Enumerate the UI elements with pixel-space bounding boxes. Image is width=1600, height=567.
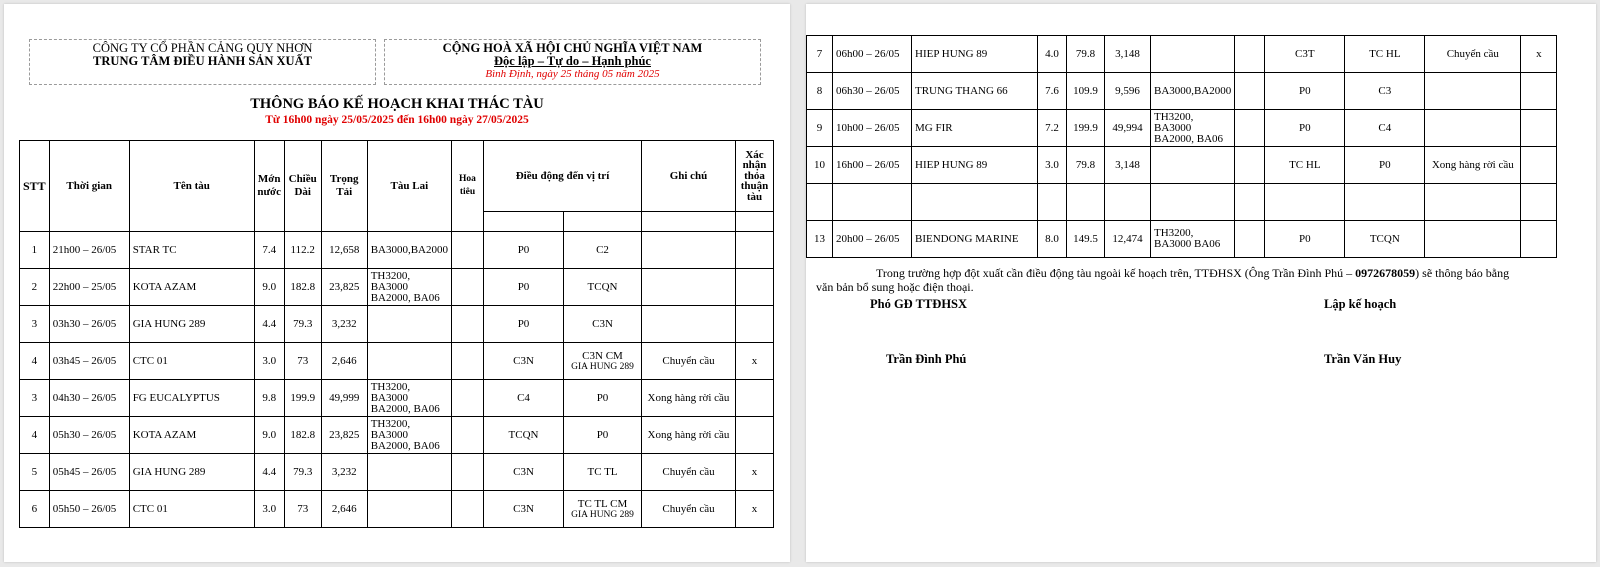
- cell-to: [1345, 184, 1425, 221]
- table-row: [807, 73, 1557, 110]
- table-row: [20, 417, 774, 454]
- cell-to: C3N: [564, 306, 642, 343]
- cell-confirm: x: [736, 343, 774, 380]
- cell-to: P0: [564, 380, 642, 417]
- signature-left-name: Trần Đình Phú: [886, 352, 967, 366]
- cell-confirm: [736, 380, 774, 417]
- cell-tug: [367, 491, 451, 528]
- center-name: TRUNG TÂM ĐIỀU HÀNH SẢN XUẤT: [93, 54, 312, 68]
- table-row: [20, 454, 774, 491]
- table-row: [20, 491, 774, 528]
- cell-stt: 3: [20, 380, 50, 417]
- cell-pilot: [1235, 110, 1265, 147]
- cell-to: C4: [1345, 110, 1425, 147]
- cell-length: 149.5: [1067, 221, 1105, 258]
- cell-stt: 13: [807, 221, 833, 258]
- cell-time: 03h45 – 26/05: [49, 343, 129, 380]
- cell-tug: [367, 343, 451, 380]
- cell-stt: [807, 184, 833, 221]
- cell-from: P0: [1265, 221, 1345, 258]
- footnote: [816, 266, 1526, 294]
- cell-time: 04h30 – 26/05: [49, 380, 129, 417]
- cell-from: [1265, 184, 1345, 221]
- cell-ship: CTC 01: [129, 491, 254, 528]
- cell-to: TC HL: [1345, 36, 1425, 73]
- cell-note: Xong hàng rời cầu: [1425, 147, 1521, 184]
- cell-time: 05h30 – 26/05: [49, 417, 129, 454]
- signature-right-role: Lập kế hoạch: [1324, 297, 1397, 311]
- cell-length: 79.3: [284, 454, 321, 491]
- cell-note: Chuyển cầu: [642, 343, 736, 380]
- cell-draft: 9.8: [254, 380, 284, 417]
- cell-tug: TH3200, BA3000 BA06: [1151, 221, 1235, 258]
- cell-ship: GIA HUNG 289: [129, 454, 254, 491]
- table-row: [20, 232, 774, 269]
- cell-pilot: [452, 269, 484, 306]
- cell-note: [642, 269, 736, 306]
- cell-from: TCQN: [484, 417, 564, 454]
- cell-from: C3N: [484, 491, 564, 528]
- cell-time: 20h00 – 26/05: [833, 221, 912, 258]
- republic-name: CỘNG HOÀ XÃ HỘI CHỦ NGHĨA VIỆT NAM: [442, 41, 703, 55]
- cell-pilot: [1235, 184, 1265, 221]
- table-row: [807, 184, 1557, 221]
- cell-stt: 2: [20, 269, 50, 306]
- cell-note: [642, 306, 736, 343]
- table-row: [20, 306, 774, 343]
- col-note-sub: [642, 212, 736, 232]
- cell-note: [1425, 73, 1521, 110]
- col-time: Thời gian: [49, 141, 129, 232]
- cell-note: Chuyển cầu: [642, 491, 736, 528]
- cell-dwt: 12,658: [321, 232, 367, 269]
- cell-draft: 4.4: [254, 306, 284, 343]
- signature-right-name: Trần Văn Huy: [1324, 352, 1402, 366]
- cell-note: Chuyển cầu: [1425, 36, 1521, 73]
- cell-length: 199.9: [1067, 110, 1105, 147]
- cell-stt: 1: [20, 232, 50, 269]
- cell-length: 73: [284, 491, 321, 528]
- col-move-from: [484, 212, 564, 232]
- cell-stt: 8: [807, 73, 833, 110]
- cell-dwt: 3,148: [1105, 147, 1151, 184]
- cell-length: 79.8: [1067, 147, 1105, 184]
- cell-time: 05h50 – 26/05: [49, 491, 129, 528]
- table-row: [20, 269, 774, 306]
- cell-pilot: [452, 343, 484, 380]
- cell-ship: STAR TC: [129, 232, 254, 269]
- cell-from: P0: [484, 232, 564, 269]
- cell-time: 06h30 – 26/05: [833, 73, 912, 110]
- cell-note: [1425, 110, 1521, 147]
- cell-ship: BIENDONG MARINE: [912, 221, 1038, 258]
- cell-confirm: [1521, 147, 1557, 184]
- cell-stt: 3: [20, 306, 50, 343]
- cell-time: 10h00 – 26/05: [833, 110, 912, 147]
- cell-draft: 3.0: [1038, 147, 1067, 184]
- col-length: Chiều Dài: [284, 141, 321, 232]
- cell-from: TC HL: [1265, 147, 1345, 184]
- cell-dwt: [1105, 184, 1151, 221]
- cell-pilot: [452, 306, 484, 343]
- cell-draft: 8.0: [1038, 221, 1067, 258]
- col-confirm-sub: [736, 212, 774, 232]
- cell-dwt: 12,474: [1105, 221, 1151, 258]
- cell-confirm: [1521, 221, 1557, 258]
- document-title: THÔNG BÁO KẾ HOẠCH KHAI THÁC TÀU: [250, 96, 544, 112]
- cell-to: C2: [564, 232, 642, 269]
- cell-ship: KOTA AZAM: [129, 269, 254, 306]
- col-tug: Tàu Lai: [367, 141, 451, 232]
- cell-note: [642, 232, 736, 269]
- cell-tug: [1151, 36, 1235, 73]
- cell-draft: [1038, 184, 1067, 221]
- cell-dwt: 49,994: [1105, 110, 1151, 147]
- cell-stt: 4: [20, 343, 50, 380]
- cell-length: 182.8: [284, 269, 321, 306]
- cell-dwt: 2,646: [321, 343, 367, 380]
- cell-length: 73: [284, 343, 321, 380]
- document-subtitle: Từ 16h00 ngày 25/05/2025 đến 16h00 ngày 27/05/2025: [265, 114, 529, 126]
- table-row: [20, 380, 774, 417]
- cell-confirm: [736, 269, 774, 306]
- cell-to: C3: [1345, 73, 1425, 110]
- table-row: [807, 221, 1557, 258]
- footnote-text-end: ) sẽ thông báo bằng văn bản bổ sung hoặc điện thoại.: [816, 266, 1510, 294]
- cell-tug: TH3200, BA3000 BA2000, BA06: [1151, 110, 1235, 147]
- col-move-to: [564, 212, 642, 232]
- cell-time: 16h00 – 26/05: [833, 147, 912, 184]
- schedule-table-continued: [806, 35, 1557, 258]
- cell-ship: CTC 01: [129, 343, 254, 380]
- cell-length: 112.2: [284, 232, 321, 269]
- cell-draft: 9.0: [254, 417, 284, 454]
- cell-length: 199.9: [284, 380, 321, 417]
- col-confirm: Xác nhận thỏa thuận tàu: [736, 141, 774, 212]
- cell-draft: 4.0: [1038, 36, 1067, 73]
- col-pilot: Hoa tiêu: [452, 141, 484, 232]
- cell-draft: 7.2: [1038, 110, 1067, 147]
- cell-draft: 9.0: [254, 269, 284, 306]
- cell-draft: 3.0: [254, 491, 284, 528]
- cell-dwt: 2,646: [321, 491, 367, 528]
- company-name: CÔNG TY CỔ PHẦN CẢNG QUY NHƠN: [92, 41, 313, 55]
- national-header: [384, 39, 761, 85]
- cell-pilot: [1235, 36, 1265, 73]
- cell-pilot: [1235, 73, 1265, 110]
- cell-pilot: [1235, 221, 1265, 258]
- cell-to: P0: [564, 417, 642, 454]
- cell-confirm: [1521, 73, 1557, 110]
- cell-tug: TH3200, BA3000 BA2000, BA06: [367, 269, 451, 306]
- cell-draft: 7.4: [254, 232, 284, 269]
- cell-from: P0: [1265, 110, 1345, 147]
- cell-stt: 9: [807, 110, 833, 147]
- cell-pilot: [452, 454, 484, 491]
- cell-note: [1425, 221, 1521, 258]
- cell-tug: [367, 306, 451, 343]
- table-row: [20, 343, 774, 380]
- cell-pilot: [452, 380, 484, 417]
- cell-confirm: x: [736, 491, 774, 528]
- document-page-2: [806, 4, 1596, 562]
- cell-tug: BA3000,BA2000: [1151, 73, 1235, 110]
- cell-ship: FG EUCALYPTUS: [129, 380, 254, 417]
- col-note: Ghi chú: [642, 141, 736, 212]
- cell-pilot: [452, 232, 484, 269]
- col-draft: Mớn nước: [254, 141, 284, 232]
- cell-draft: 3.0: [254, 343, 284, 380]
- cell-ship: GIA HUNG 289: [129, 306, 254, 343]
- cell-pilot: [452, 491, 484, 528]
- cell-ship: HIEP HUNG 89: [912, 147, 1038, 184]
- table-row: [807, 147, 1557, 184]
- cell-confirm: [1521, 184, 1557, 221]
- footnote-text: Trong trường hợp đột xuất cần điều động tàu ngoài kế hoạch trên, TTĐHSX (Ông Trần Đình Phú –: [876, 266, 1356, 280]
- table-row: [807, 36, 1557, 73]
- cell-tug: [367, 454, 451, 491]
- col-ship: Tên tàu: [129, 141, 254, 232]
- cell-draft: 7.6: [1038, 73, 1067, 110]
- cell-time: 22h00 – 25/05: [49, 269, 129, 306]
- schedule-table: [19, 140, 774, 528]
- cell-length: 109.9: [1067, 73, 1105, 110]
- cell-length: 79.8: [1067, 36, 1105, 73]
- cell-dwt: 23,825: [321, 269, 367, 306]
- cell-ship: TRUNG THANG 66: [912, 73, 1038, 110]
- cell-dwt: 3,148: [1105, 36, 1151, 73]
- cell-note: Chuyển cầu: [642, 454, 736, 491]
- company-header: [29, 39, 376, 85]
- cell-pilot: [1235, 147, 1265, 184]
- cell-stt: 4: [20, 417, 50, 454]
- cell-from: C4: [484, 380, 564, 417]
- motto: Độc lập – Tự do – Hạnh phúc: [494, 54, 651, 68]
- cell-ship: [912, 184, 1038, 221]
- cell-to: TC TL CM GIA HUNG 289: [564, 491, 642, 528]
- cell-from: C3N: [484, 454, 564, 491]
- cell-tug: BA3000,BA2000: [367, 232, 451, 269]
- cell-dwt: 3,232: [321, 454, 367, 491]
- col-move: Điều động đến vị trí: [484, 141, 642, 212]
- cell-stt: 5: [20, 454, 50, 491]
- cell-time: 21h00 – 26/05: [49, 232, 129, 269]
- cell-ship: HIEP HUNG 89: [912, 36, 1038, 73]
- cell-time: 03h30 – 26/05: [49, 306, 129, 343]
- cell-pilot: [452, 417, 484, 454]
- cell-tug: TH3200, BA3000 BA2000, BA06: [367, 380, 451, 417]
- col-stt: STT: [20, 141, 50, 232]
- cell-length: 182.8: [284, 417, 321, 454]
- cell-from: P0: [484, 306, 564, 343]
- cell-time: 05h45 – 26/05: [49, 454, 129, 491]
- cell-confirm: x: [736, 454, 774, 491]
- col-dwt: Trọng Tải: [321, 141, 367, 232]
- cell-from: C3N: [484, 343, 564, 380]
- date-place: Bình Định, ngày 25 tháng 05 năm 2025: [485, 68, 660, 80]
- cell-stt: 7: [807, 36, 833, 73]
- cell-stt: 6: [20, 491, 50, 528]
- cell-tug: [1151, 184, 1235, 221]
- cell-to: C3N CM GIA HUNG 289: [564, 343, 642, 380]
- cell-dwt: 3,232: [321, 306, 367, 343]
- cell-time: 06h00 – 26/05: [833, 36, 912, 73]
- cell-length: [1067, 184, 1105, 221]
- cell-stt: 10: [807, 147, 833, 184]
- cell-confirm: [1521, 110, 1557, 147]
- cell-confirm: [736, 417, 774, 454]
- document-page-1: [4, 4, 790, 562]
- cell-to: TC TL: [564, 454, 642, 491]
- cell-confirm: x: [1521, 36, 1557, 73]
- cell-to: TCQN: [564, 269, 642, 306]
- cell-to: TCQN: [1345, 221, 1425, 258]
- cell-draft: 4.4: [254, 454, 284, 491]
- cell-time: [833, 184, 912, 221]
- cell-ship: KOTA AZAM: [129, 417, 254, 454]
- cell-to: P0: [1345, 147, 1425, 184]
- cell-from: C3T: [1265, 36, 1345, 73]
- cell-ship: MG FIR: [912, 110, 1038, 147]
- table-row: [807, 110, 1557, 147]
- cell-dwt: 23,825: [321, 417, 367, 454]
- cell-from: P0: [484, 269, 564, 306]
- cell-confirm: [736, 306, 774, 343]
- footnote-phone: 0972678059: [1355, 266, 1416, 280]
- cell-tug: TH3200, BA3000 BA2000, BA06: [367, 417, 451, 454]
- cell-dwt: 9,596: [1105, 73, 1151, 110]
- cell-confirm: [736, 232, 774, 269]
- signature-left-role: Phó GĐ TTĐHSX: [870, 297, 968, 311]
- cell-note: Xong hàng rời cầu: [642, 380, 736, 417]
- cell-from: P0: [1265, 73, 1345, 110]
- cell-dwt: 49,999: [321, 380, 367, 417]
- cell-note: [1425, 184, 1521, 221]
- cell-tug: [1151, 147, 1235, 184]
- cell-note: Xong hàng rời cầu: [642, 417, 736, 454]
- cell-length: 79.3: [284, 306, 321, 343]
